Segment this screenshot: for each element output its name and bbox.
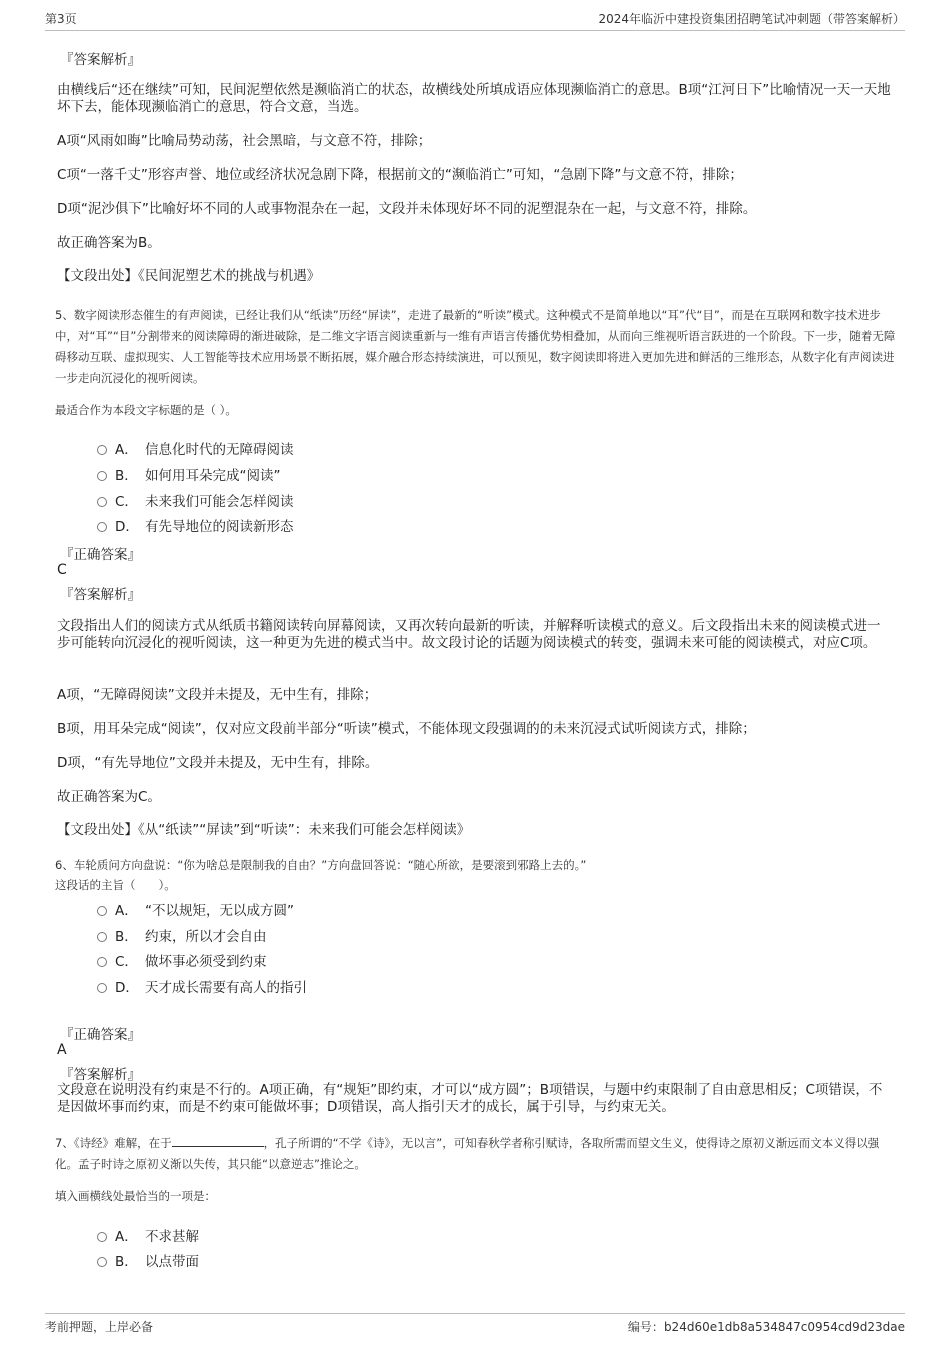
q5-option-b[interactable] — [97, 464, 281, 484]
radio-button[interactable] — [97, 906, 107, 916]
q5-option-c[interactable] — [97, 490, 294, 510]
code-value: b24d60e1db8a534847c0954cd9d23dae — [663, 1320, 905, 1334]
q4-analysis-p4: D项“泥沙俱下”比喻好坏不同的人或事物混杂在一起，文段并未体现好坏不同的泥塑混杂在一起，与文意不符，排除。 — [57, 201, 757, 217]
q7-stem-after: ，孔子所谓的“不学《诗》，无以言”，可知春秋学者称引赋诗，各取所需而望文生义，使得诗之原初义渐远而文本义得以强化。孟子时诗之原初义渐以失传，其只能“以意逆志”推论之。 — [55, 1136, 880, 1171]
option-letter: C． — [115, 954, 138, 970]
fill-blank-line — [172, 1134, 264, 1147]
q5-source: 【文段出处】《从“纸读”“屏读”到“听读”：未来我们可能会怎样阅读》 — [57, 822, 471, 838]
q6-question: 这段话的主旨（ ）。 — [55, 878, 176, 892]
q5-stem: 5、数字阅读形态催生的有声阅读，已经让我们从“纸读”历经“屏读”，走进了最新的“听读”模式。这种模式不是简单地以“耳”代“目”，而是在互联网和数字技术进步中，对“耳”“目”分割带来的阅读障碍的渐进破除，是二维文字语言阅读重新与一维有声语言传播优势相叠加，从而向三维视听语言跃进的一个阶段。下一步，随着无障碍移动互联、虚拟现实、人工智能等技术应用场景不断拓展，媒介融合形态持续演进，可以预见，数字阅读即将进入更加先进和鲜活的三维形态，从数字化有声阅读进一步走向沉浸化的视听阅读。 — [55, 308, 896, 385]
q6-option-b[interactable] — [97, 925, 267, 945]
option-text: 未来我们可能会怎样阅读 — [145, 494, 294, 510]
option-text: 有先导地位的阅读新形态 — [145, 519, 294, 535]
radio-button[interactable] — [97, 983, 107, 993]
q5-analysis-tag: 『答案解析』 — [60, 587, 141, 603]
radio-button[interactable] — [97, 445, 107, 455]
q5-analysis-p5: 故正确答案为C。 — [57, 789, 161, 805]
radio-button[interactable] — [97, 497, 107, 507]
option-text: “不以规矩，无以成方圆” — [145, 903, 294, 919]
radio-button[interactable] — [97, 1257, 107, 1267]
q4-analysis-p3: C项“一落千丈”形容声誉、地位或经济状况急剧下降，根据前文的“濒临消亡”可知，“急剧下降”与文意不符，排除； — [57, 167, 743, 183]
q5-analysis-p3: B项，用耳朵完成“阅读”，仅对应文段前半部分“听读”模式，不能体现文段强调的的未来沉浸式试听阅读方式，排除； — [57, 721, 756, 737]
radio-button[interactable] — [97, 471, 107, 481]
q4-analysis-tag: 『答案解析』 — [60, 52, 141, 68]
q6-analysis-tag: 『答案解析』 — [60, 1067, 141, 1083]
q4-analysis-p2: A项“风雨如晦”比喻局势动荡，社会黑暗，与文意不符，排除； — [57, 133, 432, 149]
q7-option-b[interactable] — [97, 1250, 199, 1270]
footer-slogan: 考前押题，上岸必备 — [45, 1320, 154, 1334]
radio-button[interactable] — [97, 957, 107, 967]
option-letter: B． — [115, 468, 138, 484]
document-code — [628, 1318, 905, 1335]
q7-stem — [55, 1133, 900, 1175]
option-letter: D． — [115, 980, 139, 996]
radio-button[interactable] — [97, 522, 107, 532]
q7-option-a[interactable] — [97, 1225, 199, 1245]
q5-analysis-p4: D项，“有先导地位”文段并未提及，无中生有，排除。 — [57, 755, 379, 771]
q6-analysis-p1: 文段意在说明没有约束是不行的。A项正确，有“规矩”即约束，才可以“成方圆”；B项错误，与题中约束限制了自由意思相反；C项错误，不是因做坏事而约束，而是不约束可能做坏事；D项错误，高人指引天才的成长，属于引导，与约束无关。 — [57, 1082, 883, 1115]
q5-question: 最适合作为本段文字标题的是（ ）。 — [55, 403, 237, 417]
q6-answer: A — [57, 1042, 67, 1058]
page-footer — [45, 1313, 905, 1335]
q7-stem-before: 7、《诗经》难解，在于 — [55, 1136, 172, 1150]
page-header — [45, 10, 905, 31]
q5-analysis-p2: A项，“无障碍阅读”文段并未提及，无中生有，排除； — [57, 687, 378, 703]
option-letter: B． — [115, 1254, 138, 1270]
q6-option-c[interactable] — [97, 950, 267, 970]
page-number: 第3页 — [45, 12, 77, 26]
q4-analysis-p5: 故正确答案为B。 — [57, 235, 161, 251]
option-letter: D． — [115, 519, 139, 535]
code-label: 编号： — [627, 1320, 664, 1334]
q7-question: 填入画横线处最恰当的一项是： — [55, 1189, 216, 1203]
document-title: 2024年临沂中建投资集团招聘笔试冲刺题（带答案解析） — [598, 12, 905, 26]
q5-option-d[interactable] — [97, 515, 294, 535]
q5-answer: C — [57, 562, 67, 578]
option-letter: A． — [115, 903, 138, 919]
q5-option-a[interactable] — [97, 438, 294, 458]
option-letter: A． — [115, 1229, 138, 1245]
q6-stem: 6、车轮质问方向盘说：“你为啥总是限制我的自由？”方向盘回答说：“随心所欲，是要滚到邪路上去的。” — [55, 858, 587, 872]
option-letter: A． — [115, 442, 138, 458]
q4-analysis-p1: 由横线后“还在继续”可知，民间泥塑依然是濒临消亡的状态，故横线处所填成语应体现濒临消亡的意思。B项“江河日下”比喻情况一天一天地坏下去，能体现濒临消亡的意思，符合文意，当选。 — [57, 82, 891, 115]
radio-button[interactable] — [97, 932, 107, 942]
option-text: 做坏事必须受到约束 — [145, 954, 267, 970]
option-text: 不求甚解 — [145, 1229, 199, 1245]
option-letter: B． — [115, 929, 138, 945]
q5-analysis-p1: 文段指出人们的阅读方式从纸质书籍阅读转向屏幕阅读，又再次转向最新的听读，并解释听读模式的意义。后文段指出未来的阅读模式进一步可能转向沉浸化的视听阅读，这一种更为先进的模式当中。故文段讨论的话题为阅读模式的转变，强调未来可能的阅读模式，对应C项。 — [57, 618, 881, 651]
option-letter: C． — [115, 494, 138, 510]
q4-source: 【文段出处】《民间泥塑艺术的挑战与机遇》 — [57, 268, 321, 284]
radio-button[interactable] — [97, 1232, 107, 1242]
option-text: 天才成长需要有高人的指引 — [145, 980, 307, 996]
q6-option-a[interactable] — [97, 899, 294, 919]
option-text: 如何用耳朵完成“阅读” — [145, 468, 281, 484]
q6-correct-tag: 『正确答案』 — [60, 1027, 141, 1043]
option-text: 约束，所以才会自由 — [145, 929, 267, 945]
q6-option-d[interactable] — [97, 976, 307, 996]
q5-correct-tag: 『正确答案』 — [60, 547, 141, 563]
option-text: 信息化时代的无障碍阅读 — [145, 442, 294, 458]
option-text: 以点带面 — [145, 1254, 199, 1270]
